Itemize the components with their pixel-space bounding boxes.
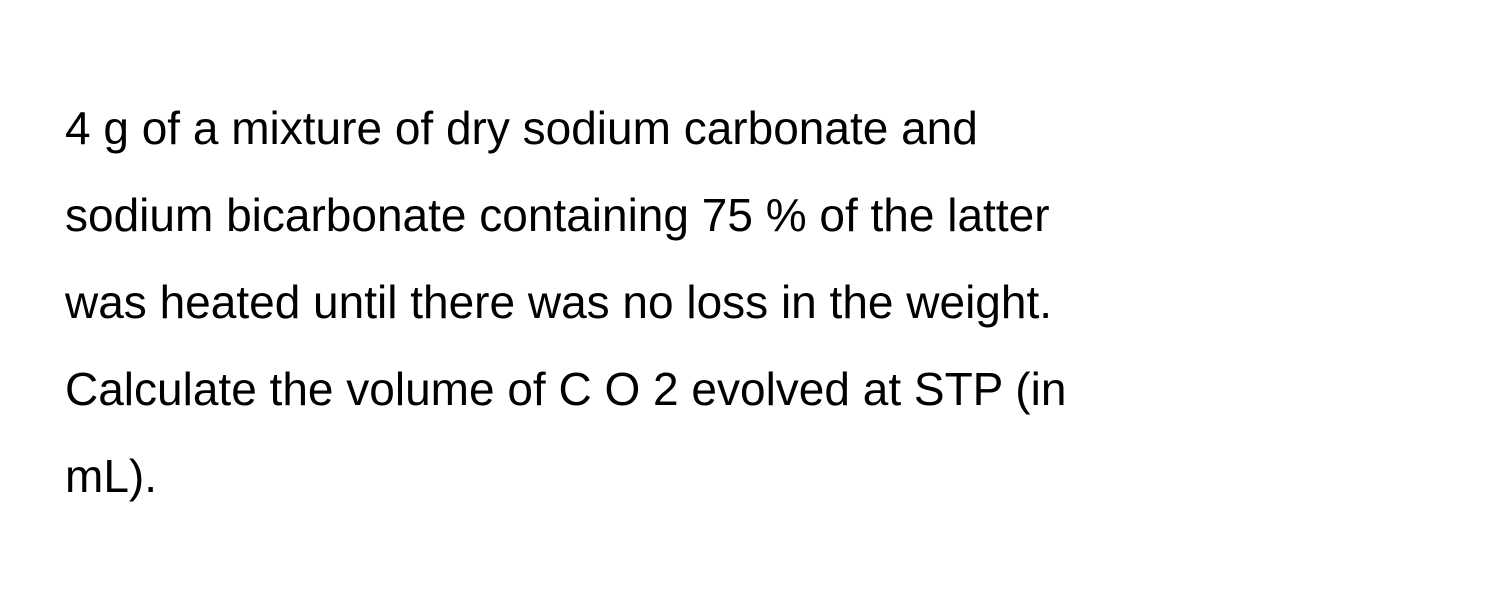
- question-text: [65, 85, 1465, 520]
- question-line: sodium bicarbonate containing 75 % of the latter: [65, 189, 1050, 241]
- question-line: 4 g of a mixture of dry sodium carbonate and: [65, 102, 978, 154]
- question-line: Calculate the volume of C O 2 evolved at STP (in: [65, 363, 1067, 415]
- question-line: mL).: [65, 450, 157, 502]
- question-line: was heated until there was no loss in the weight.: [65, 276, 1053, 328]
